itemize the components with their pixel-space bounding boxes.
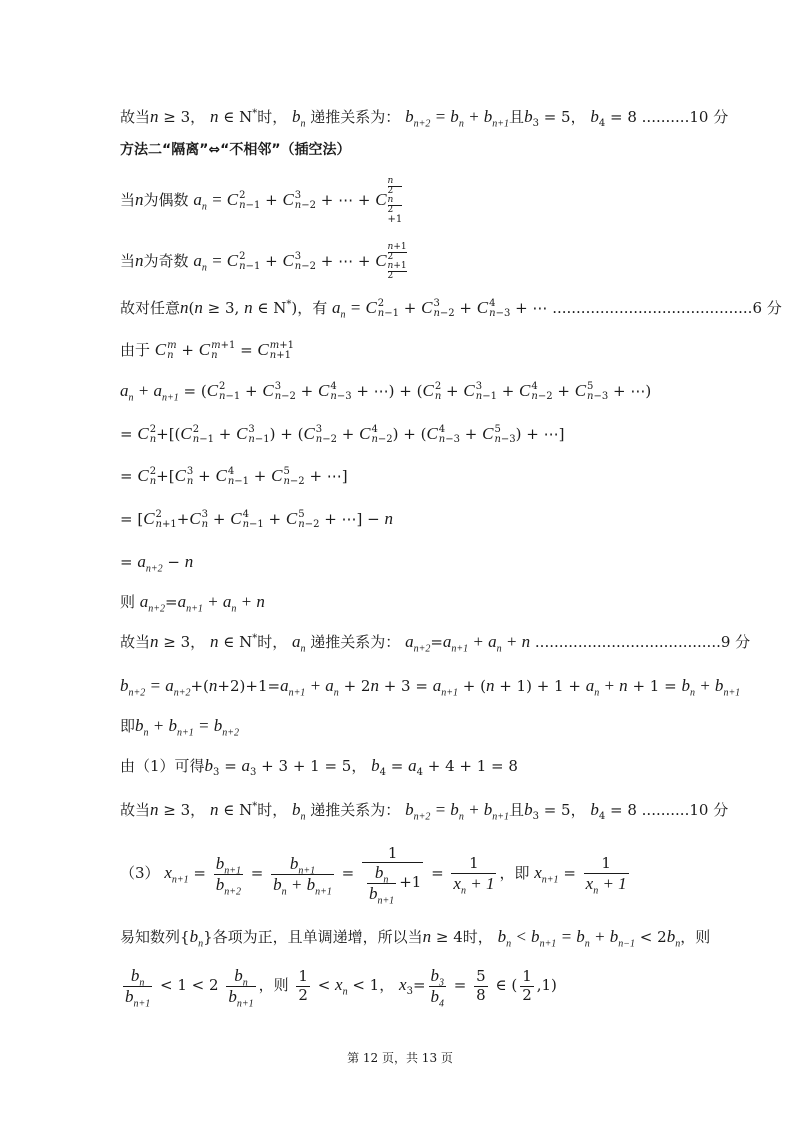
- line-general: 故对任意n(n ≥ 3, n ∈ N*)，有 $a_n = C$ 2 n−1 + C 3 n−2 + C 4 n−3 + ⋯ ..........................................6 分: [120, 298, 782, 321]
- line-step-3: = [C 2 n+1 +C 3 n + C 4 n−1 + C 5 n−2 + ⋯] − n: [120, 509, 393, 530]
- line-bounds: $\frac{b_n}{b_{n+1}}$ < 1 < 2 $\frac{b_n}{b_{n+1}}$ ，则 $\frac{1}{2}$ < $x_n < 1$， $x_3=$ $\frac{b_3}{b_4}$ = $\frac{5}{8}$ ∈ ( $\frac{1}{2}$ ,1): [125, 966, 557, 1009]
- method-two-title: 方法二“隔离”⇔“不相邻”（插空法）: [120, 142, 351, 158]
- line-part-three: （3） $x_{n+1}$ = $\frac{b_{n+1}}{b_{n+2}}$ = $\frac{b_{n+1}}{b_n + b_{n+1}}$ = 1 $\frac{b_n}{b_{n+1}}$ +1 = $\frac{1}{x_n + 1}$ ，即 $x_{n+1}$ = $\frac{1}{x_n + 1}$: [120, 844, 627, 907]
- line-step-2: = C 2 n +[C 3 n + C 4 n−1 + C 5 n−2 + ⋯]: [120, 466, 348, 487]
- line-even-case: 当n为偶数 $a_n = C$ 2 n−1 + C 3 n−2 + ⋯ + C n 2 n 2 +1: [120, 176, 403, 225]
- line-then: 则 $a_{n+2}=a_{n+1} + a_n + n$: [120, 592, 265, 615]
- line-identity: 由于 C m n + C m+1 n = C m+1 n+1: [120, 340, 294, 361]
- line-from-one: 由（1）可得$b_3 = a_3 + 3 + 1 = 5$， $b_4 = a_4 + 4 + 1 = 8$: [120, 756, 518, 778]
- line-recurrence-b: 故当n ≥ 3， n ∈ N*时， $b_n$ 递推关系为： $b_{n+2} = b_n + b_{n+1}$且$b_3 = 5$， $b_4 = 8$ ..........10 分: [120, 800, 729, 823]
- line-sum: $a_n + a_{n+1} = (C$ 2 n−1 + C 3 n−2 + C 4 n−3 + ⋯) + (C 2 n + C 3 n−1 + C 4 n−2 + C 5 n−3 + ⋯): [120, 381, 652, 404]
- line-1: 故当n ≥ 3， n ∈ N*时， $b_n$ 递推关系为： $b_{n+2} = b_n + b_{n+1}$且$b_3 = 5$， $b_4 = 8$ ..........10 分: [120, 107, 729, 130]
- line-step-1: = C 2 n +[(C 2 n−1 + C 3 n−1 ) + (C 3 n−2 + C 4 n−2 ) + (C 4 n−3 + C 5 n−3 ) + ⋯]: [120, 424, 565, 445]
- line-monotone: 易知数列$\{b_n\}$各项为正，且单调递增，所以当n ≥ 4时， $b_n < b_{n+1} = b_n + b_{n-1} < 2b_n$，则: [120, 927, 711, 950]
- line-odd-case: 当n为奇数 $a_n = C$ 2 n−1 + C 3 n−2 + ⋯ + C n+1 2 n+1 2: [120, 242, 407, 281]
- line-b-derivation: $b_{n+2} = a_{n+2}+(n+2)+1=a_{n+1} + a_n + 2n + 3 = a_{n+1} + (n + 1) + 1 + a_n + n + 1 = b_n + b_{n+1}$: [120, 676, 741, 699]
- line-step-4: = $a_{n+2} - n$: [120, 552, 194, 575]
- line-recurrence-a: 故当n ≥ 3， n ∈ N*时， $a_n$ 递推关系为： $a_{n+2}=a_{n+1} + a_n + n$ .......................................9 分: [120, 632, 751, 655]
- page-footer: 第 12 页，共 13 页: [347, 1051, 453, 1065]
- line-ie: 即$b_n + b_{n+1} = b_{n+2}$: [120, 716, 239, 739]
